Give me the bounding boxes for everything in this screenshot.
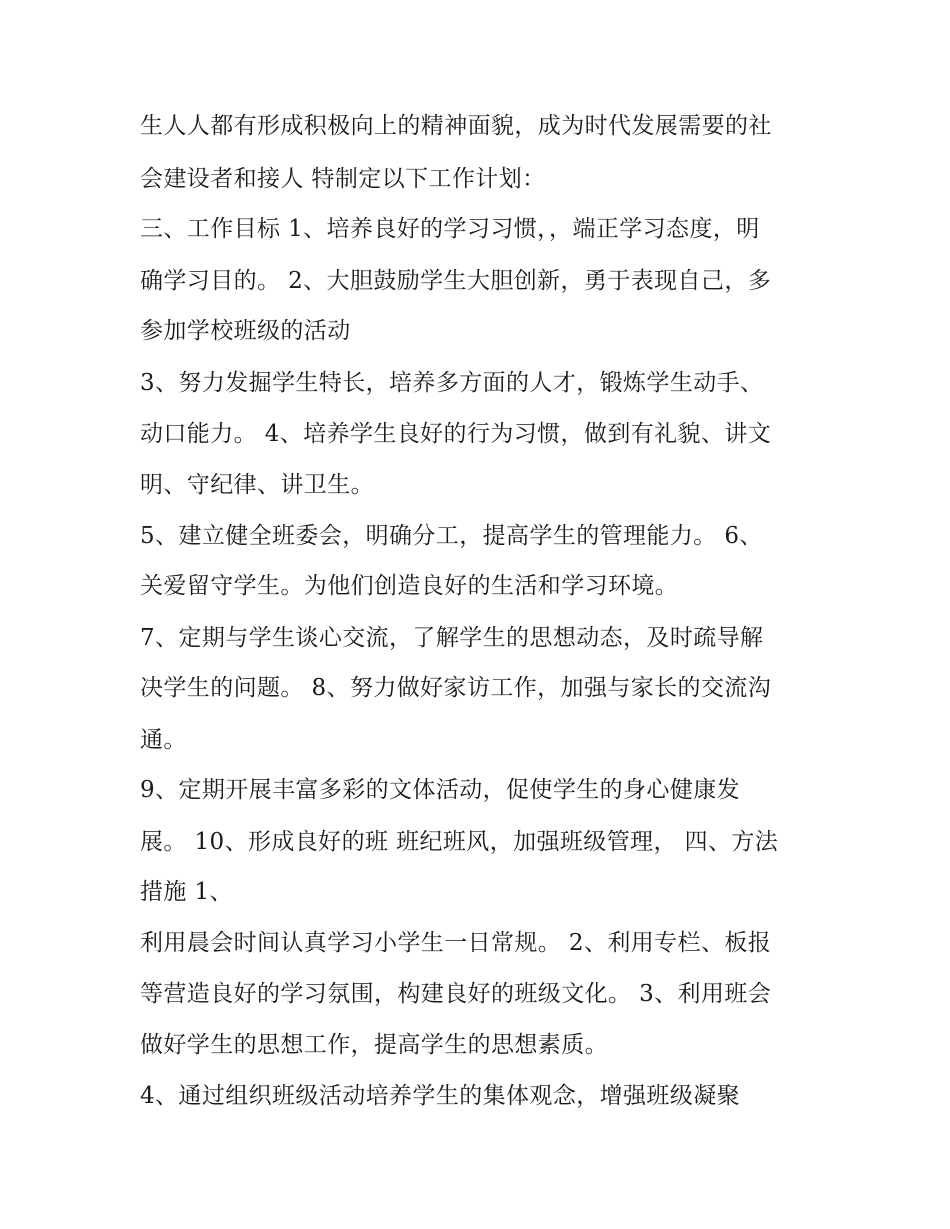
text-line: 三、工作目标 1、培养良好的学习习惯，，端正学习态度，明 bbox=[140, 216, 760, 242]
text-line: 4、通过组织班级活动培养学生的集体观念，增强班级凝聚 bbox=[140, 1083, 741, 1109]
text-line: 明、守纪律、讲卫生。 bbox=[140, 472, 374, 498]
text-line: 通。 bbox=[140, 727, 187, 753]
text-line: 3、努力发掘学生特长，培养多方面的人才，锻炼学生动手、 bbox=[140, 370, 764, 396]
text-line: 利用晨会时间认真学习小学生一日常规。 2、利用专栏、板报 bbox=[140, 930, 772, 956]
text-line: 做好学生的思想工作，提高学生的思想素质。 bbox=[140, 1032, 608, 1058]
text-line: 动口能力。 4、培养学生良好的行为习惯，做到有礼貌、讲文 bbox=[140, 421, 772, 447]
text-line: 等营造良好的学习氛围，构建良好的班级文化。 3、利用班会 bbox=[140, 981, 772, 1007]
text-line: 关爱留守学生。为他们创造良好的生活和学习环境。 bbox=[140, 573, 679, 599]
text-line: 7、定期与学生谈心交流，了解学生的思想动态，及时疏导解 bbox=[140, 625, 764, 651]
text-line: 生人人都有形成积极向上的精神面貌，成为时代发展需要的社 bbox=[140, 113, 772, 139]
text-line: 9、定期开展丰富多彩的文体活动，促使学生的身心健康发 bbox=[140, 777, 741, 803]
text-line: 措施 1、 bbox=[140, 879, 233, 905]
text-line: 会建设者和接人 特制定以下工作计划： bbox=[140, 166, 546, 192]
text-line: 确学习目的。 2、大胆鼓励学生大胆创新，勇于表现自己，多 bbox=[140, 268, 772, 294]
text-line: 5、建立健全班委会，明确分工，提高学生的管理能力。 6、 bbox=[140, 523, 763, 549]
text-line: 决学生的问题。 8、努力做好家访工作，加强与家长的交流沟 bbox=[140, 675, 772, 701]
text-line: 参加学校班级的活动 bbox=[140, 318, 351, 344]
text-line: 展。 10、形成良好的班 班纪班风，加强班级管理， 四、方法 bbox=[140, 829, 779, 855]
